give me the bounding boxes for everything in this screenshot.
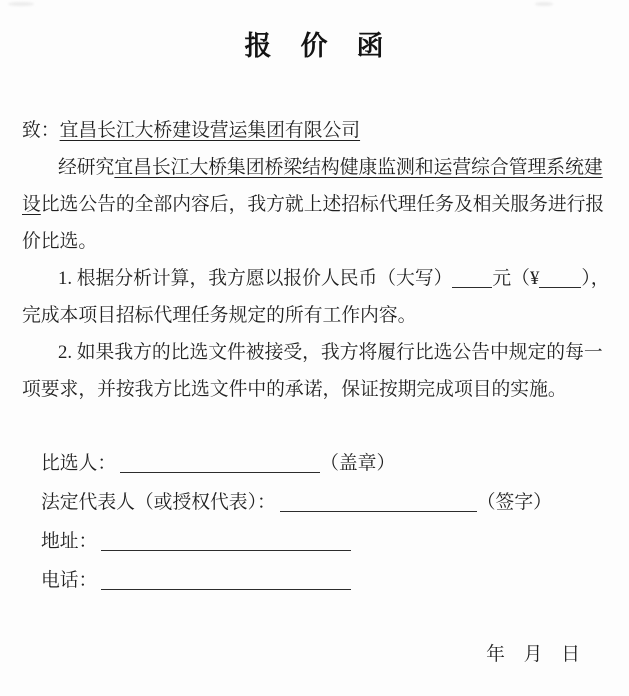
project-name-part-2: 设: [22, 194, 41, 215]
phone-row: [41, 561, 629, 600]
document-title: 报 价 函: [244, 31, 385, 61]
item2-text: 2. 如果我方的比选文件被接受，我方将履行比选公告中规定的每一: [58, 342, 603, 363]
intro-line-2: [22, 186, 629, 223]
date-line: 年 月 日: [486, 644, 580, 665]
intro-line-1: [22, 149, 629, 186]
legal-signature-note: （签字）: [476, 492, 552, 513]
intro-continue-text: 比选公告的全部内容后，我方就上述招标代理任务及相关服务进行报: [40, 194, 605, 215]
scan-artifact-top-left: [8, 2, 34, 6]
bidder-seal-note: （盖章）: [320, 453, 396, 474]
item2-text-continued: 项要求，并按我方比选文件中的承诺，保证按期完成项目的实施。: [22, 379, 567, 400]
address-blank: [101, 550, 351, 551]
item1-text-mid: 元（¥: [492, 268, 540, 289]
recipient-company-name: 宜昌长江大桥建设营运集团有限公司: [59, 120, 361, 141]
scan-artifact-top-right: [535, 2, 553, 6]
item1-text-end: ），: [581, 268, 610, 289]
legal-representative-blank: [280, 511, 477, 512]
recipient-label: 致：: [22, 120, 60, 141]
item1-line-2: [22, 297, 629, 334]
address-row: [41, 522, 629, 561]
amount-figures-blank: [539, 287, 581, 288]
item2-line-2: [22, 371, 629, 408]
item1-text-continued: 完成本项目招标代理任务规定的所有工作内容。: [22, 305, 417, 326]
item1-text-pre: 1. 根据分析计算，我方愿以报价人民币（大写）: [58, 268, 453, 289]
address-label: 地址：: [41, 531, 98, 552]
phone-label: 电话：: [41, 570, 98, 591]
project-name-part-1: 宜昌长江大桥集团桥梁结构健康监测和运营综合管理系统建: [114, 157, 603, 178]
bidder-label: 比选人：: [41, 453, 117, 474]
signature-block: [41, 444, 629, 600]
intro-line-3: [22, 223, 629, 260]
amount-words-blank: [452, 287, 492, 288]
legal-representative-row: [41, 483, 629, 522]
item1-line-1: [22, 260, 629, 297]
intro-end-text: 价比选。: [22, 231, 98, 252]
phone-blank: [101, 589, 351, 590]
bidder-row: [41, 444, 629, 483]
item2-line-1: [22, 334, 629, 371]
legal-representative-label: 法定代表人（或授权代表）：: [41, 492, 276, 513]
document-body: [0, 112, 629, 408]
intro-lead-text: 经研究: [58, 157, 115, 178]
bidder-name-blank: [120, 472, 320, 473]
recipient-line: [22, 112, 629, 149]
